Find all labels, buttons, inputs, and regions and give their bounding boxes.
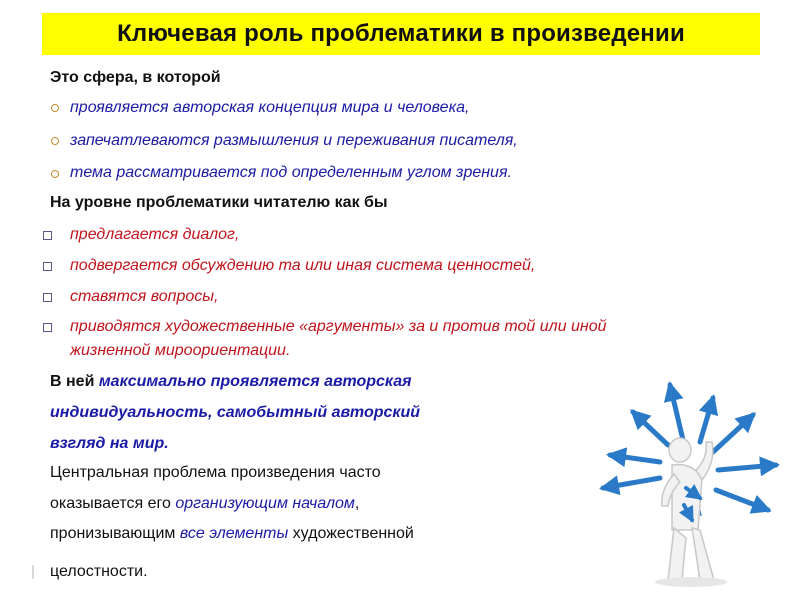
section1-item: запечатлеваются размышления и переживания писателя,: [70, 132, 518, 149]
square-bullet-icon: [43, 262, 52, 271]
circle-bullet-icon: [51, 170, 59, 178]
closing-text: пронизывающим: [50, 525, 180, 542]
closing-line-5: [50, 494, 359, 514]
square-bullet-icon: [43, 323, 52, 332]
closing-line-2: индивидуальность, самобытный авторский: [50, 404, 421, 421]
section1-item: тема рассматривается под определенным углом зрения.: [70, 164, 512, 181]
section2-item-continuation: жизненной мироориентации.: [70, 342, 291, 359]
slide-edge-mark: [32, 565, 34, 579]
circle-bullet-icon: [51, 137, 59, 145]
closing-emphasis: все элементы: [179, 525, 289, 542]
closing-emphasis: организующим началом: [175, 495, 355, 512]
section2-item: приводятся художественные «аргументы» за и против той или иной: [70, 318, 607, 335]
closing-line-6: [50, 524, 414, 544]
closing-text: художественной: [288, 525, 414, 542]
closing-text: В ней: [50, 373, 99, 390]
closing-line-7: целостности.: [50, 563, 148, 580]
closing-line-4: Центральная проблема произведения часто: [50, 464, 381, 481]
closing-text: оказывается его: [50, 495, 176, 512]
figure-with-arrows-icon: [588, 370, 788, 590]
closing-emphasis: максимально проявляется авторская: [98, 373, 412, 390]
title-banner: [42, 13, 760, 55]
section2-item: подвергается обсуждению та или иная система ценностей,: [70, 257, 536, 274]
section2-item: предлагается диалог,: [70, 226, 240, 243]
square-bullet-icon: [43, 293, 52, 302]
section1-item: проявляется авторская концепция мира и человека,: [70, 99, 470, 116]
closing-line-3: взгляд на мир.: [50, 435, 169, 452]
closing-text: ,: [354, 495, 360, 512]
closing-line-1: [50, 372, 412, 392]
page-title: Ключевая роль проблематики в произведении: [117, 20, 685, 47]
section1-heading: Это сфера, в которой: [50, 69, 221, 86]
square-bullet-icon: [43, 231, 52, 240]
section2-item: ставятся вопросы,: [70, 288, 219, 305]
circle-bullet-icon: [51, 104, 59, 112]
section2-heading: На уровне проблематики читателю как бы: [50, 194, 388, 211]
